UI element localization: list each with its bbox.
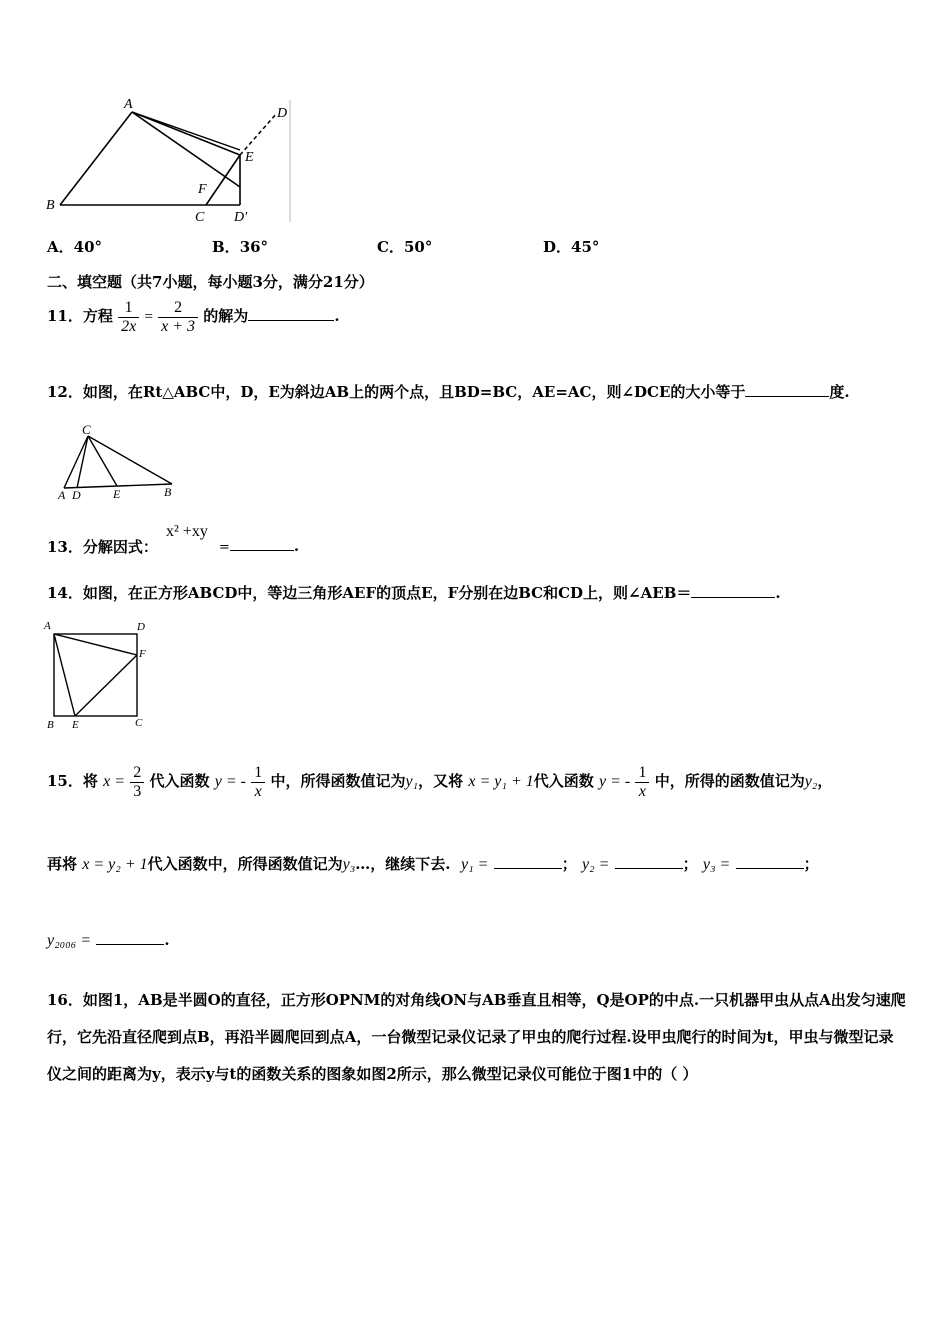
label-E: E: [245, 150, 254, 165]
question-11: [47, 296, 340, 337]
option-d[interactable]: [543, 236, 599, 257]
q12-label-B: B: [164, 485, 172, 499]
q13-expression: x² +xy: [166, 523, 208, 540]
q15-line2-p2: 代入函数中，所得函数值记为: [147, 855, 343, 873]
q15-y-num: 1: [254, 763, 263, 781]
q15-ans4-blank[interactable]: [96, 930, 164, 945]
q15-x-fraction: [130, 764, 144, 801]
q15-ans2-label: y₂ =: [581, 856, 610, 873]
label-C: C: [195, 210, 205, 225]
q14-label-C: C: [135, 717, 143, 729]
label-B: B: [46, 198, 55, 213]
q15-y-den-2: x: [635, 782, 649, 801]
q15-end: .: [164, 931, 170, 949]
q15-x2-expr: x = y₁ + 1: [468, 773, 534, 790]
question-15-line3: [47, 930, 170, 950]
q15-p2: 代入函数: [149, 772, 210, 790]
q11-eq: =: [144, 309, 153, 325]
q12-segment-CB: [88, 436, 172, 484]
option-c-value: 50°: [403, 238, 433, 256]
q11-end: .: [334, 307, 340, 325]
section-title: 二、填空题（共7小题，每小题3分，满分21分）: [47, 273, 374, 291]
q14-text: 14．如图，在正方形ABCD中，等边三角形AEF的顶点E，F分别在边BC和CD上，则∠AEB＝: [47, 584, 692, 602]
q13-eq: =: [219, 540, 230, 555]
q11-prefix: 11．方程: [47, 307, 113, 325]
label-A: A: [124, 97, 133, 112]
q15-y-fraction-2: [635, 764, 649, 801]
q15-y1: y₁: [405, 773, 419, 790]
q11-rhs-fraction: [158, 299, 198, 336]
q11-answer-blank[interactable]: [248, 306, 334, 321]
q12-label-E: E: [113, 487, 121, 501]
label-D: D: [277, 106, 288, 121]
q15-sep-3: ；: [803, 855, 819, 873]
label-Dp: D′: [234, 210, 248, 225]
q13-answer: [219, 536, 299, 555]
question-15-line2: [47, 853, 819, 874]
q15-x-num: 2: [133, 763, 142, 781]
q14-square-ABCD: [54, 634, 137, 716]
q15-p4: ，又将: [418, 772, 464, 790]
q12-segment-CA: [64, 436, 88, 488]
q12-label-A: A: [58, 488, 66, 502]
q12-text: 12．如图，在Rt△ABC中，D，E为斜边AB上的两个点，且BD=BC，AE=AC，则∠DCE的大小等于: [47, 383, 746, 401]
q15-sep-2: ；: [682, 855, 698, 873]
option-a[interactable]: [47, 236, 102, 257]
segment-ED-dashed: [240, 113, 277, 155]
question-13: [47, 536, 158, 557]
q14-label-A: A: [44, 620, 51, 632]
option-a-value: 40°: [73, 238, 103, 256]
option-b-key: B．: [212, 238, 240, 256]
option-c-key: C．: [377, 238, 404, 256]
q11-lhs-fraction: [118, 299, 139, 336]
q11-lhs-den: 2x: [118, 317, 139, 336]
segment-AB: [60, 112, 132, 205]
q15-y-expr: y = -: [214, 773, 246, 790]
figure-q14-square: [40, 616, 160, 734]
q13-end: .: [293, 537, 300, 555]
segment-CE: [206, 155, 240, 205]
label-F: F: [198, 182, 207, 197]
q13-answer-blank[interactable]: [230, 536, 294, 551]
figure-parallelogram: [40, 95, 300, 230]
q15-line2-p3: …，继续下去.: [355, 855, 451, 873]
q15-y-fraction: [251, 764, 265, 801]
q15-y-num-2: 1: [638, 763, 647, 781]
q15-y3: y₃: [342, 856, 356, 873]
q15-sep-1: ；: [561, 855, 577, 873]
option-d-value: 45°: [571, 238, 600, 256]
q15-ans3-blank[interactable]: [736, 854, 804, 869]
q15-y-expr-2: y = -: [598, 773, 631, 790]
option-a-key: A．: [47, 238, 74, 256]
question-16: 16．如图1，AB是半圆O的直径，正方形OPNM的对角线ON与AB垂直且相等，Q是OP的中点.一只机器甲虫从点A出发匀速爬行，它先沿直径爬到点B，再沿半圆爬回到点A，一台微型记录仪记录了甲虫的爬行过程.设甲虫爬行的时间为t，甲虫与微型记录仪之间的距离为y，表示y与t的函数关系的图象如图2所示，那么微型记录仪可能位于图1中的（ ）: [47, 991, 906, 1083]
q12-answer-blank[interactable]: [745, 382, 829, 397]
q14-end: .: [775, 584, 781, 602]
option-d-key: D．: [543, 238, 572, 256]
q15-x-expr: x =: [103, 773, 126, 790]
question-15-line1: [47, 746, 832, 817]
q11-lhs-num: 1: [124, 298, 133, 316]
option-b[interactable]: [212, 236, 268, 257]
q13-prefix: 13．分解因式：: [47, 538, 158, 556]
q14-label-F: F: [139, 648, 146, 660]
q11-rhs-den: x + 3: [158, 317, 198, 336]
option-b-value: 36°: [239, 238, 269, 256]
figure-q12-triangle: [55, 422, 185, 502]
segment-AD-top: [132, 112, 277, 113]
q11-rhs-num: 2: [174, 298, 183, 316]
q12-end: 度.: [829, 383, 850, 401]
q15-line2-p1: 再将: [47, 855, 78, 873]
q15-ans1-label: y₁ =: [460, 856, 489, 873]
segment-AF: [132, 112, 240, 187]
q15-ans4-label: y₂₀₀₆ =: [47, 932, 92, 949]
q15-p6: 中，所得的函数值记为: [654, 772, 805, 790]
q12-label-C: C: [82, 422, 91, 437]
q11-suffix: 的解为: [203, 307, 249, 325]
q15-p7: ，: [817, 772, 833, 790]
q12-segment-CD: [77, 436, 88, 488]
option-c[interactable]: [377, 236, 432, 257]
question-12: [47, 381, 850, 402]
q15-x3-expr: x = y₂ + 1: [82, 856, 148, 873]
q14-answer-blank[interactable]: [691, 583, 775, 598]
q15-ans1-blank[interactable]: [494, 854, 562, 869]
q12-label-D: D: [72, 488, 81, 502]
question-14: [47, 582, 781, 603]
q14-segment-EF: [75, 655, 137, 716]
q14-label-D: D: [137, 621, 145, 633]
q15-ans3-label: y₃ =: [702, 856, 731, 873]
q14-segment-AE: [54, 634, 75, 716]
q15-y2: y₂: [804, 773, 818, 790]
q15-p3: 中，所得函数值记为: [270, 772, 406, 790]
q15-ans2-blank[interactable]: [615, 854, 683, 869]
q15-x-den: 3: [130, 782, 144, 801]
q15-y-den: x: [251, 782, 265, 801]
q15-p5: 代入函数: [533, 772, 594, 790]
q15-p1: 15．将: [47, 772, 98, 790]
q14-segment-AF: [54, 634, 137, 655]
q14-label-E: E: [72, 719, 79, 731]
q14-label-B: B: [47, 719, 54, 731]
